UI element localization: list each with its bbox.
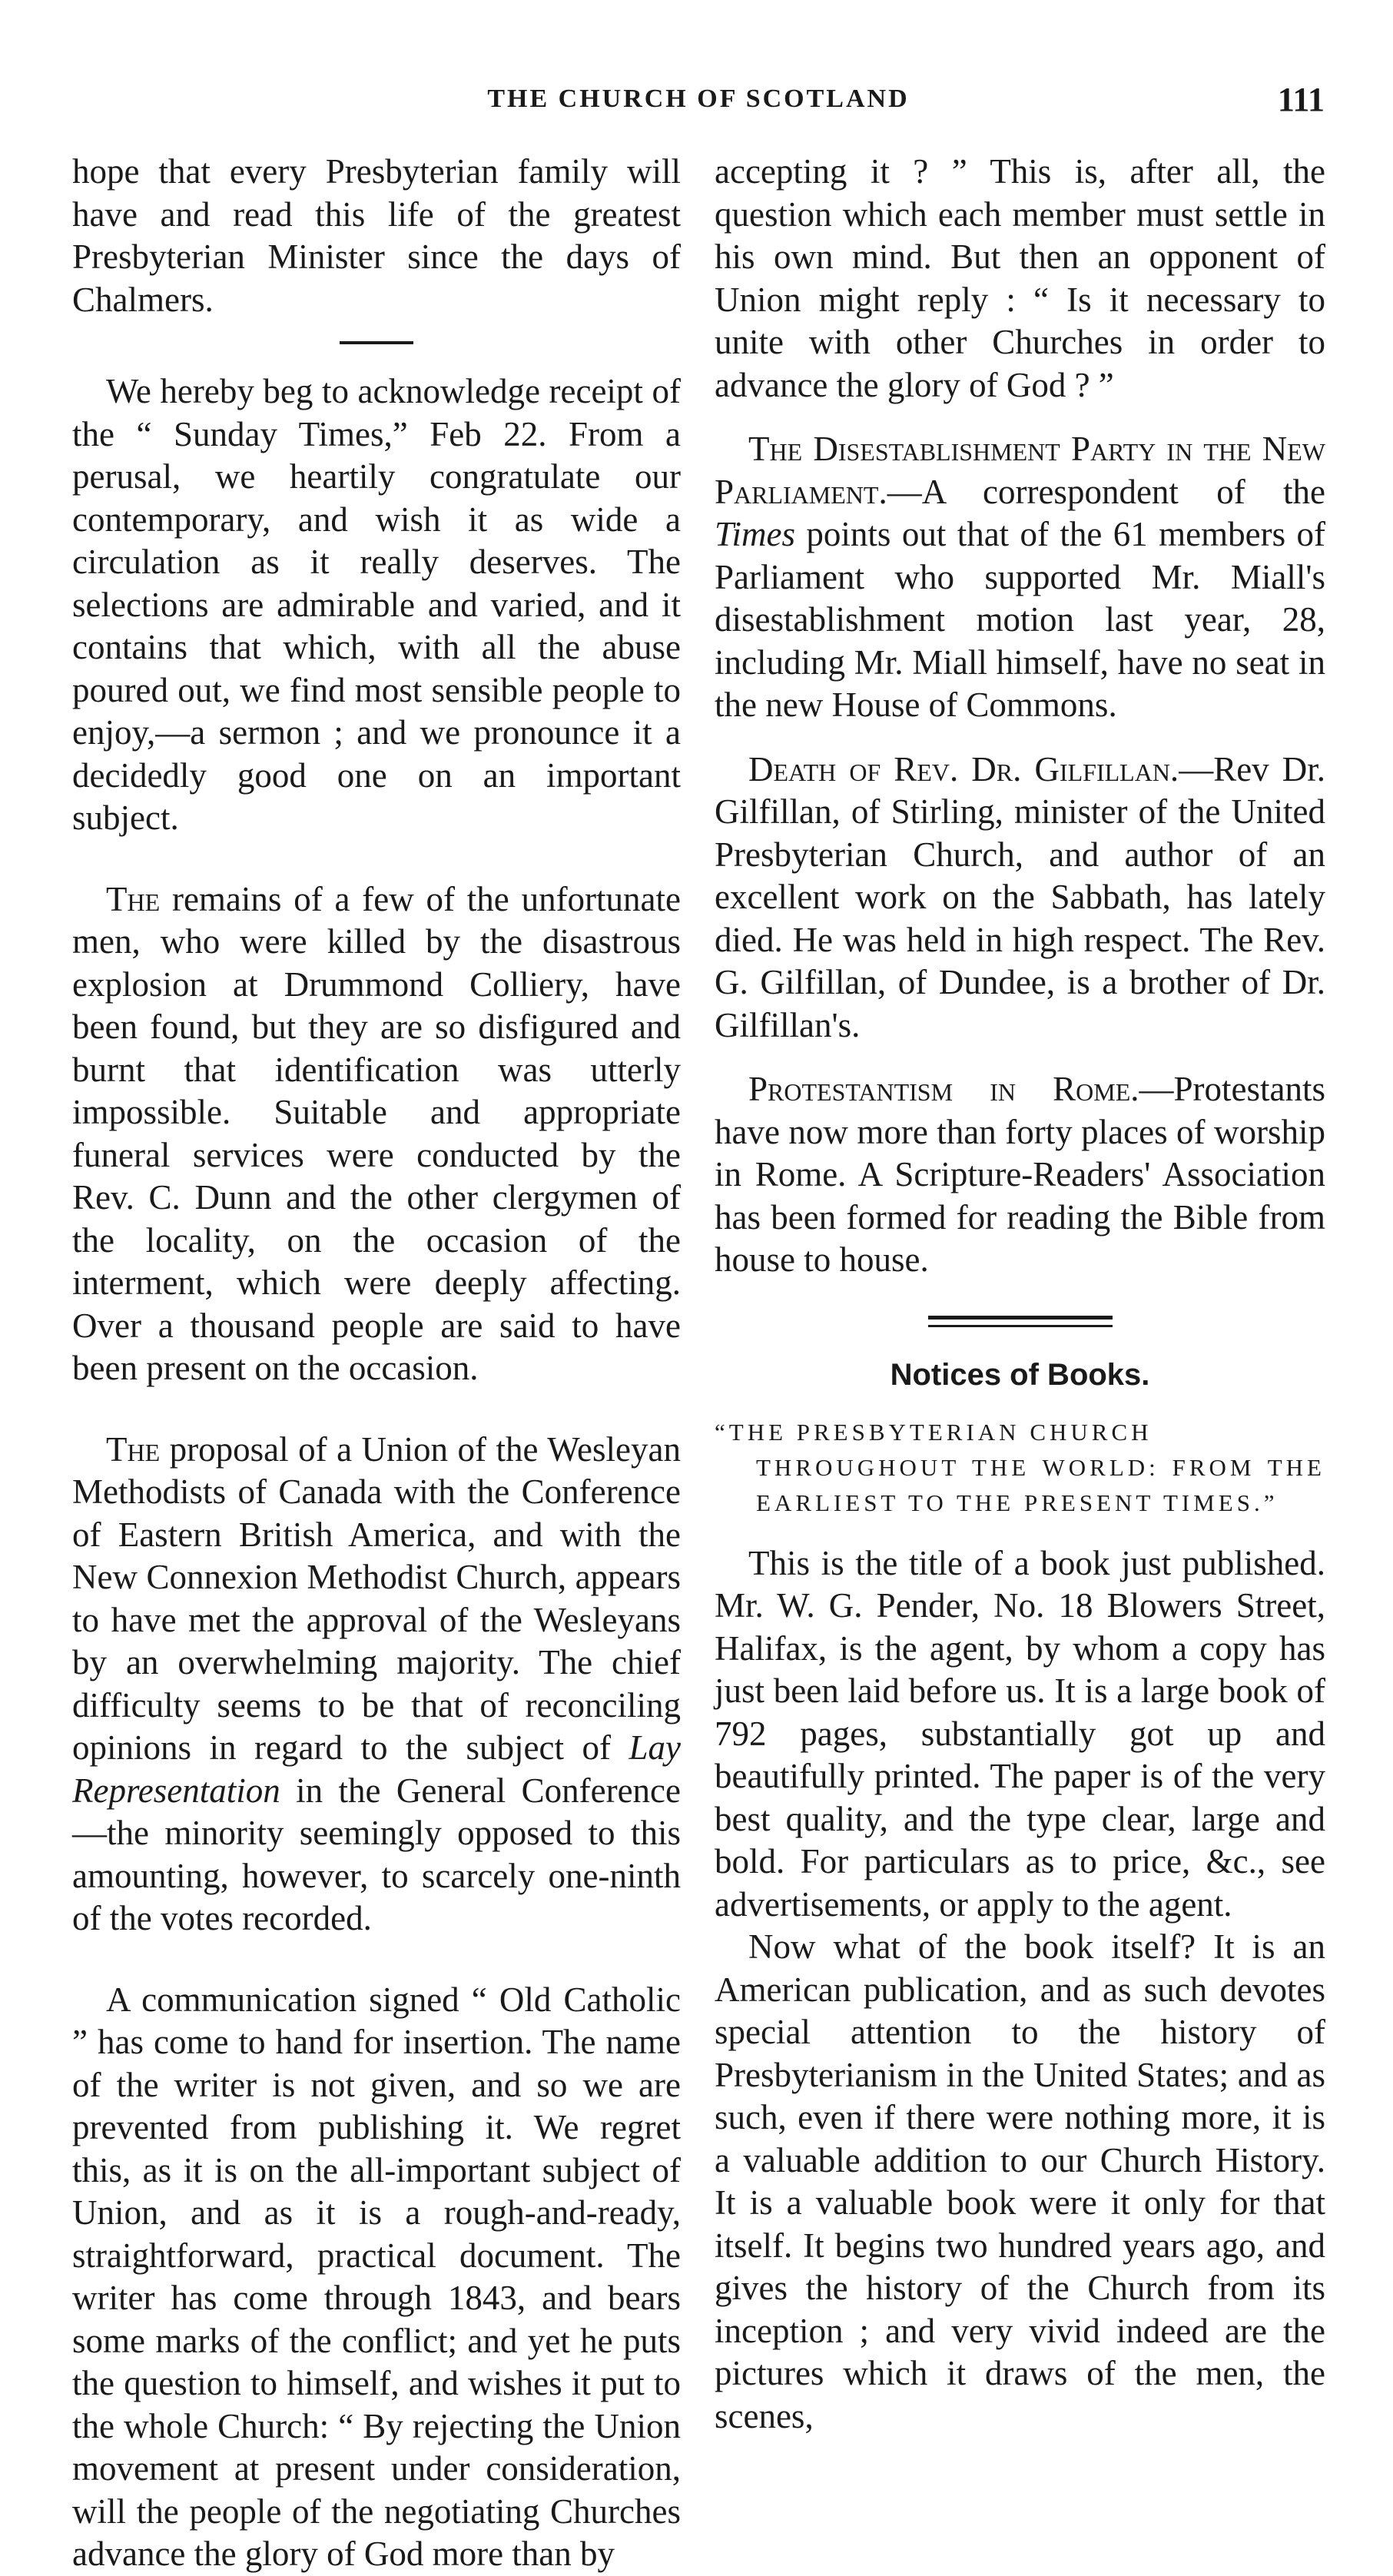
paragraph-text: points out that of the 61 members of Parliament who supported Mr. Miall's disestablishment motion last year, 28, including Mr. Miall himself, have no seat in the new House of Commons. [715, 515, 1325, 724]
paragraph-chalmers: hope that every Presbyterian family will have and read this life of the greatest Presbyterian Minister since the days of Chalmers. [72, 152, 681, 319]
paragraph-text: in the General Conference—the minority seemingly opposed to this amounting, however, to scarcely one-ninth of the votes recorded. [72, 1771, 681, 1937]
paragraph-old-catholic: A communication signed “ Old Catholic ” has come to hand for insertion. The name of the writer is not given, and so we are prevented from publishing it. We regret this, as it is on the all-important subject of Union, and as it is a rough-and-ready, straightforward, practical document. The writer has come through 1843, and bears some marks of the conflict; and yet he puts the question to himself, and wishes it put to the whole Church: “ By rejecting the Union movement at present under consideration, will the people of the negotiating Churches advance the glory of God more than by [72, 1980, 681, 2573]
book-title [715, 1415, 1325, 1521]
paragraph-gilfillan [715, 749, 1325, 1047]
emphasis-times: Times [715, 515, 796, 553]
left-column [72, 151, 681, 2573]
section-divider [340, 341, 413, 344]
paragraph-wesleyan-union [72, 1429, 681, 1940]
paragraph-union-question: accepting it ? ” This is, after all, the question which each member must settle in his own mind. But then an opponent of Union might reply : “ Is it necessary to unite with other Churches in order to advance the glory of God ? ” [715, 152, 1325, 404]
paragraph-lead-word: The [106, 879, 161, 918]
paragraph-drummond-colliery [72, 878, 681, 1390]
paragraph-book-review: Now what of the book itself? It is an American publication, and as such devotes special attention to the history of Presbyterianism in the United States; and as such, even if there were nothing more, it is a valuable addition to our Church History. It is a valuable book were it only for that itself. It begins two hundred years ago, and gives the history of the Church from its inception ; and very vivid indeed are the pictures which it draws of the men, the scenes, [715, 1927, 1325, 2435]
paragraph-text: —Rev Dr. Gilfillan, of Stirling, minister of the United Presbyterian Church, and author of an excellent work on the Sabbath, has lately died. He was held in high respect. The Rev. G. Gilfillan, of Dundee, is a brother of Dr. Gilfillan's. [715, 749, 1325, 1044]
paragraph-protestantism-rome [715, 1068, 1325, 1282]
page-number: 111 [1277, 81, 1325, 118]
emphasis-lay-representation: Lay Representation [72, 1728, 681, 1810]
paragraph-text: proposal of a Union of the Wesleyan Methodists of Canada with the Conference of Eastern British America, and with the New Connexion Methodist Church, appears to have met the approval of the Wesleyans by an overwhelming majority. The chief difficulty seems to be that of reconciling opinions in regard to the subject of [72, 1429, 681, 1767]
paragraph-heading: The Disestablishment Party in the New Parliament. [715, 430, 1325, 511]
paragraph-text: —Protestants have now more than forty places of worship in Rome. A Scripture-Readers' Association has been formed for reading the Bible from house to house. [715, 1070, 1325, 1279]
paragraph-lead-word: The [106, 1429, 161, 1469]
right-column [715, 151, 1325, 2435]
notices-of-books-heading: Notices of Books. [890, 1357, 1150, 1392]
paragraph-sunday-times: We hereby beg to acknowledge receipt of the “ Sunday Times,” Feb 22. From a perusal, we heartily congratulate our contemporary, and wish it as wide a circulation as it really deserves. The selections are admirable and varied, and it contains that which, with all the abuse poured out, we find most sensible people to enjoy,—a sermon ; and we pronounce it a decidedly good one on an important subject. [72, 372, 681, 837]
double-rule-divider [928, 1316, 1113, 1327]
book-title-line: “THE PRESBYTERIAN CHURCH [715, 1418, 1153, 1446]
paragraph-heading: Death of Rev. Dr. Gilfillan. [748, 749, 1179, 788]
paragraph-text: —A correspondent of the [887, 472, 1325, 511]
page-header [72, 80, 1325, 126]
running-title: THE CHURCH OF SCOTLAND [487, 85, 910, 113]
paragraph-heading: Protestantism in Rome. [748, 1070, 1139, 1108]
book-title-continuation: THROUGHOUT THE WORLD: FROM THE EARLIEST TO THE PRESENT TIMES.” [756, 1453, 1325, 1516]
paragraph-book-description: This is the title of a book just published. Mr. W. G. Pender, No. 18 Blowers Street, Halifax, is the agent, by whom a copy has just been laid before us. It is a large book of 792 pages, substantially got up and beautifully printed. The paper is of the very best quality, and the type clear, large and bold. For particulars as to price, &c., see advertisements, or apply to the agent. [715, 1543, 1325, 1924]
paragraph-text: remains of a few of the unfortunate men, who were killed by the disastrous explosion at Drummond Colliery, have been found, but they are so disfigured and burnt that identification was utterly impossible. Suitable and appropriate funeral services were conducted by the Rev. C. Dunn and the other clergymen of the locality, on the occasion of the interment, which were deeply affecting. Over a thousand people are said to have been present on the occasion. [72, 879, 681, 1387]
paragraph-disestablishment [715, 428, 1325, 727]
